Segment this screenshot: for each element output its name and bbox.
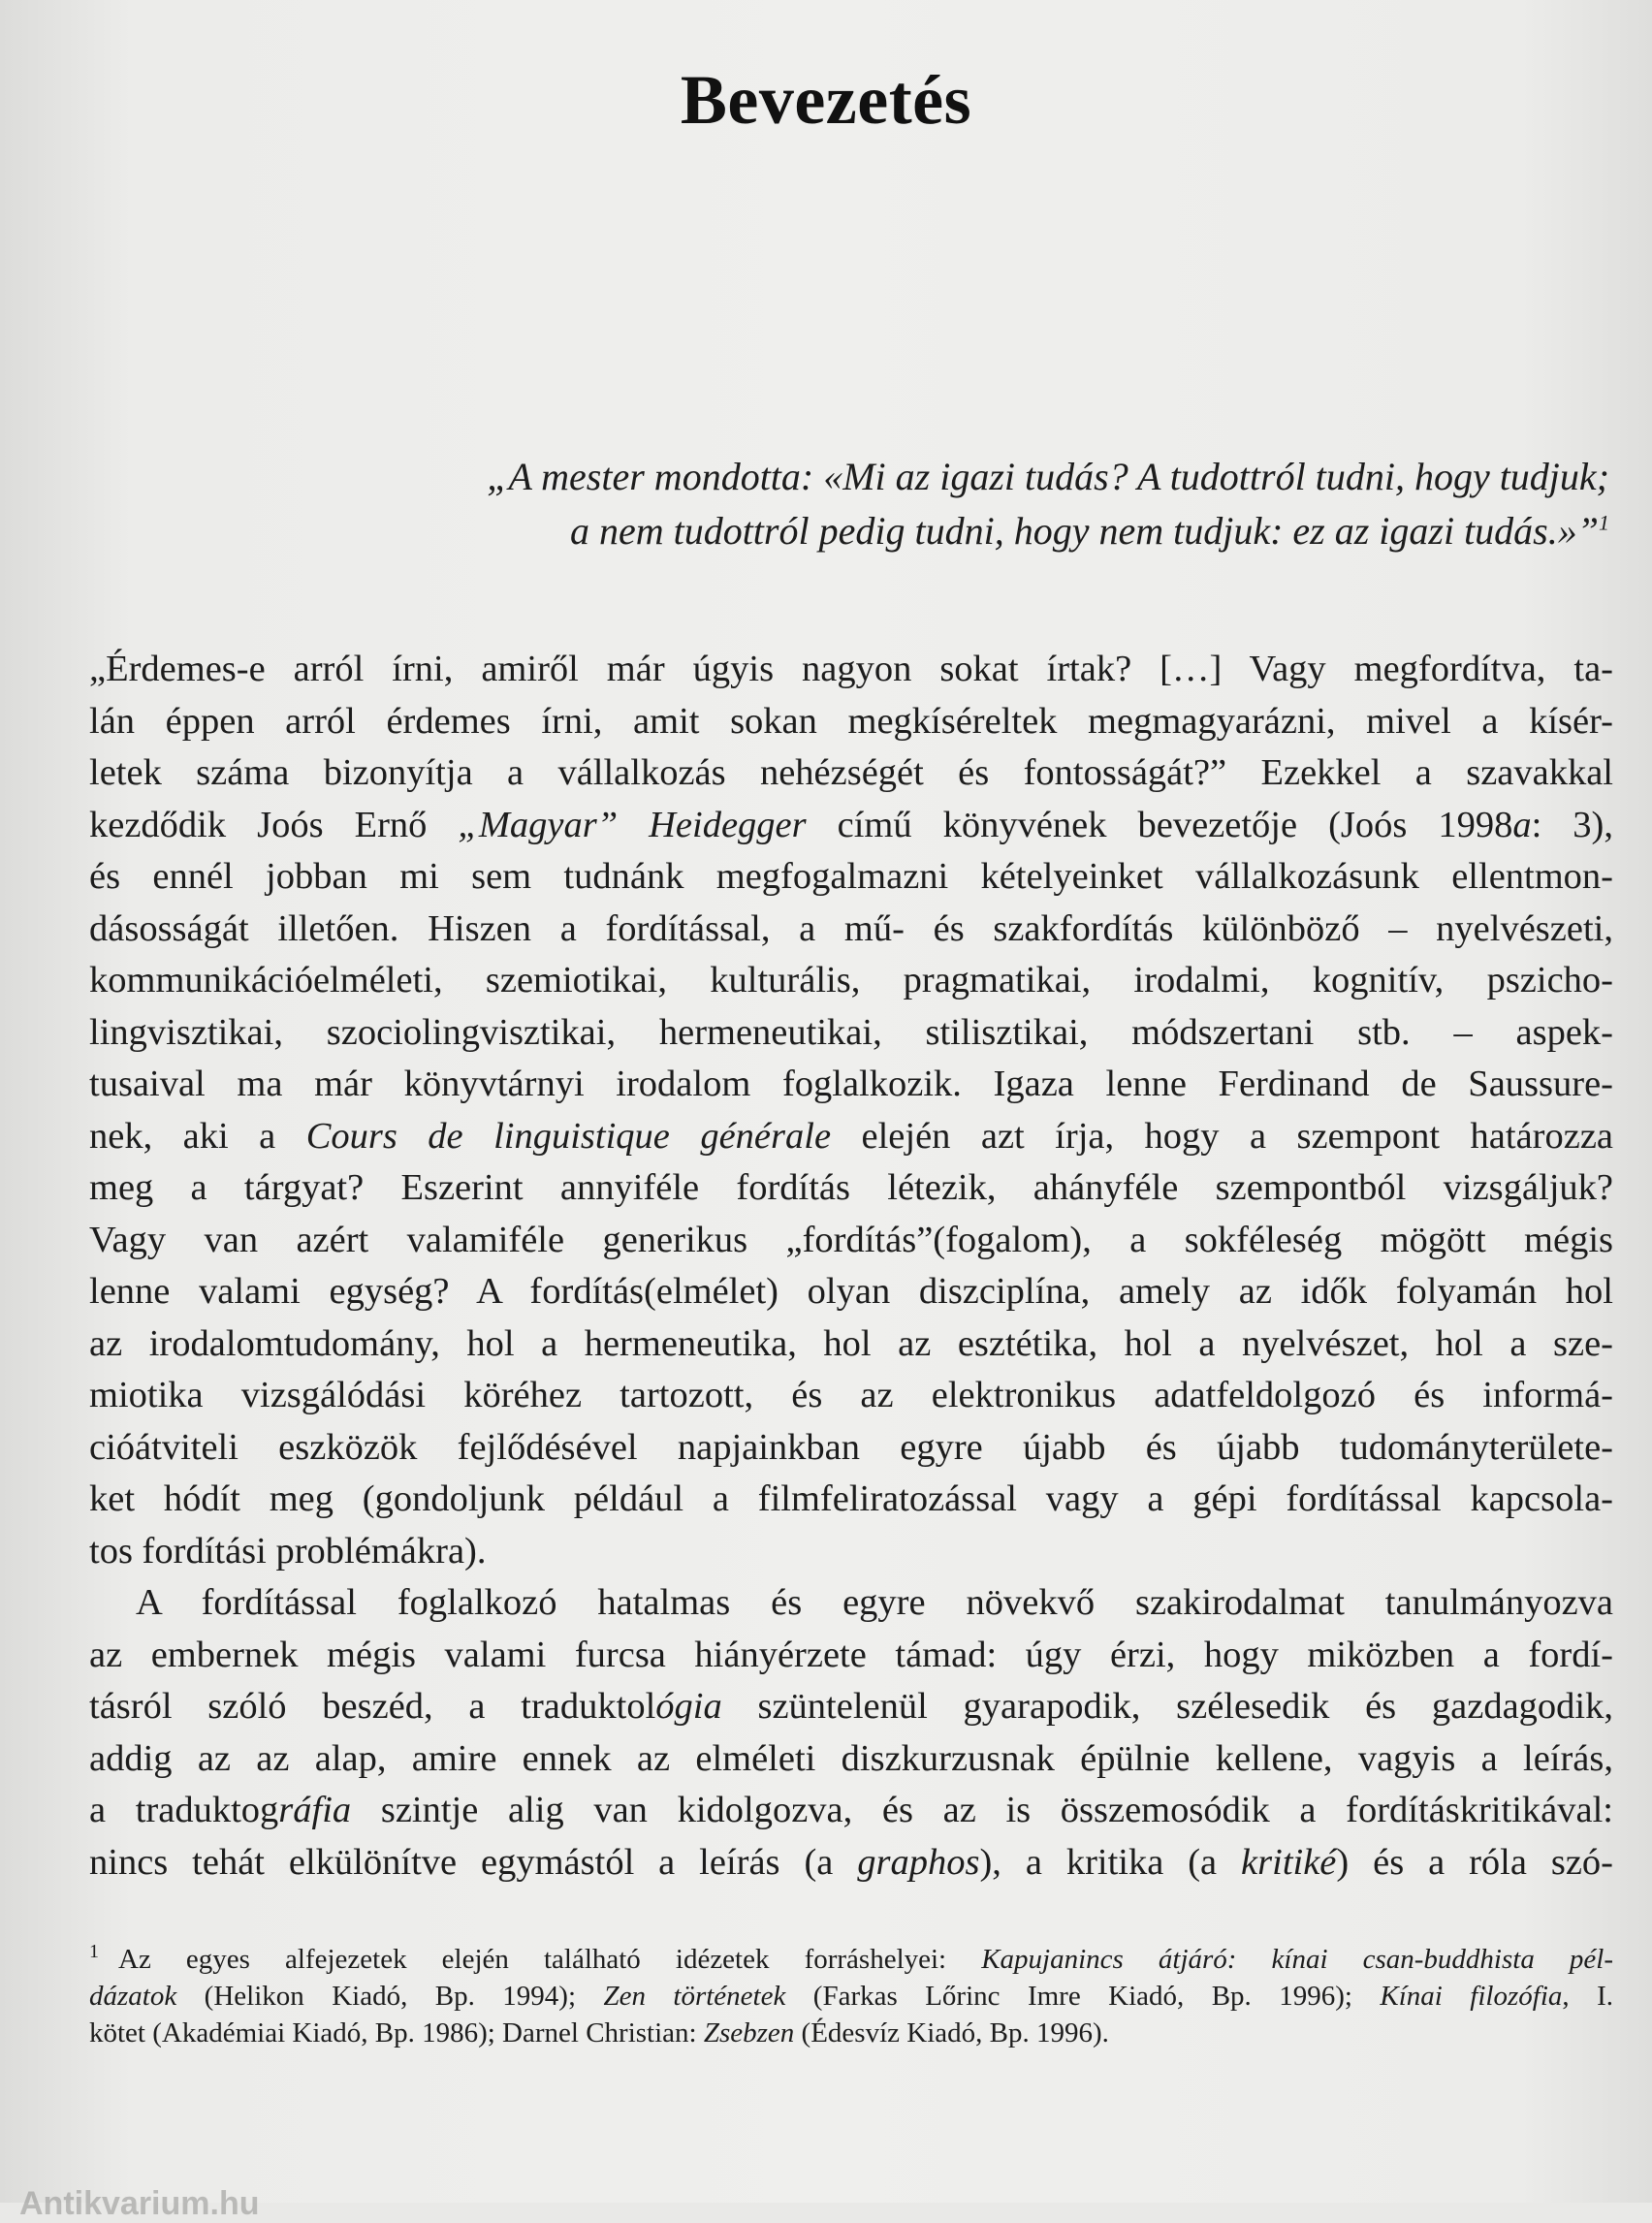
text-line: tusaival ma már könyvtárnyi irodalom foglalkozik. Igaza lenne Ferdinand de Saussure-	[89, 1064, 1613, 1104]
text-line: Vagy van azért valamiféle generikus „fordítás”(fogalom), a sokféleség mögött mégis	[89, 1219, 1613, 1260]
text-line: kezdődik Joós Ernő „Magyar” Heidegger című könyvének bevezetője (Joós 1998a: 3),	[89, 804, 1613, 845]
footnote-ref[interactable]: 1	[1599, 510, 1609, 535]
text-line: lenne valami egység? A fordítás(elmélet) olyan diszciplína, amely az idők folyamán hol	[89, 1271, 1613, 1312]
text-line: tásról szóló beszéd, a traduktológia szüntelenül gyarapodik, szélesedik és gazdagodik,	[89, 1686, 1613, 1727]
epigraph	[252, 450, 1609, 558]
text-line: dásosságát illetően. Hiszen a fordítással, a mű- és szakfordítás különböző – nyelvészeti,	[89, 907, 1613, 949]
text-line: „Érdemes-e arról írni, amiről már úgyis nagyon sokat írtak? […] Vagy megfordítva, ta-	[89, 649, 1613, 689]
text-line: és ennél jobban mi sem tudnánk megfogalmazni kételyeinket vállalkozásunk ellentmon-	[89, 856, 1613, 897]
text-line: kommunikációelméleti, szemiotikai, kulturális, pragmatikai, irodalmi, kognitív, pszicho-	[89, 960, 1613, 1000]
text-line: lán éppen arról érdemes írni, amit sokan megkíséreltek megmagyarázni, mivel a kísér-	[89, 700, 1613, 742]
epigraph-line: „A mester mondotta: «Mi az igazi tudás? A tudottról tudni, hogy tudjuk;	[487, 455, 1609, 498]
text-line: az embernek mégis valami furcsa hiányérzete támad: úgy érzi, hogy miközben a fordí-	[89, 1634, 1613, 1675]
text-line: lingvisztikai, szociolingvisztikai, hermeneutikai, stilisztikai, módszertani stb. – aspek-	[89, 1011, 1613, 1053]
body-text	[89, 644, 1613, 1889]
text-line: nek, aki a Cours de linguistique générale elején azt írja, hogy a szempont határozza	[89, 1115, 1614, 1157]
text-line: letek száma bizonyítja a vállalkozás nehézségét és fontosságát?” Ezekkel a szavakkal	[89, 752, 1613, 793]
page-title: Bevezetés	[680, 61, 972, 139]
footnote-line: kötet (Akadémiai Kiadó, Bp. 1986); Darnel Christian: Zsebzen (Édesvíz Kiadó, Bp. 1996).	[89, 2017, 1109, 2048]
text-line: cióátviteli eszközök fejlődésével napjainkban egyre újabb és újabb tudományterülete-	[89, 1426, 1613, 1468]
text-line: az irodalomtudomány, hol a hermeneutika, hol az esztétika, hol a nyelvészet, hol a sze-	[89, 1322, 1613, 1364]
footnote-number: 1	[89, 1941, 99, 1963]
text-line: A fordítással foglalkozó hatalmas és egyre növekvő szakirodalmat tanulmányozva	[136, 1582, 1613, 1623]
text-line: ket hódít meg (gondoljunk például a filmfeliratozással vagy a gépi fordítással kapcsola-	[89, 1478, 1613, 1519]
footnote-line: dázatok (Helikon Kiadó, Bp. 1994); Zen történetek (Farkas Lőrinc Imre Kiadó, Bp. 1996); Kínai filozófia, I.	[89, 1981, 1613, 2012]
footnote-line: $^1$ Az egyes alfejezetek elején található idézetek forráshelyei: Kapujanincs átjáró: kínai csan-buddhista pél-	[89, 1941, 1613, 1975]
text-line: miotika vizsgálódási köréhez tartozott, és az elektronikus adatfeldolgozó és informá-	[89, 1375, 1613, 1415]
watermark: Antikvarium.hu	[19, 2185, 260, 2222]
text-line: meg a tárgyat? Eszerint annyiféle fordítás létezik, ahányféle szempontból vizsgáljuk?	[89, 1167, 1613, 1208]
epigraph-line: a nem tudottról pedig tudni, hogy nem tudjuk: ez az igazi tudás.»”$^1$	[569, 509, 1609, 553]
text-line: addig az az alap, amire ennek az elméleti diszkurzusnak épülnie kellene, vagyis a leírás,	[89, 1737, 1613, 1779]
text-line: tos fordítási problémákra).	[89, 1530, 487, 1572]
text-line: nincs tehát elkülönítve egymástól a leírás (a graphos), a kritika (a kritiké) és a róla szó-	[89, 1841, 1613, 1883]
footnote	[89, 1941, 1613, 2051]
text-line: a traduktográfia szintje alig van kidolgozva, és az is összemosódik a fordításkritikával:	[89, 1790, 1614, 1830]
